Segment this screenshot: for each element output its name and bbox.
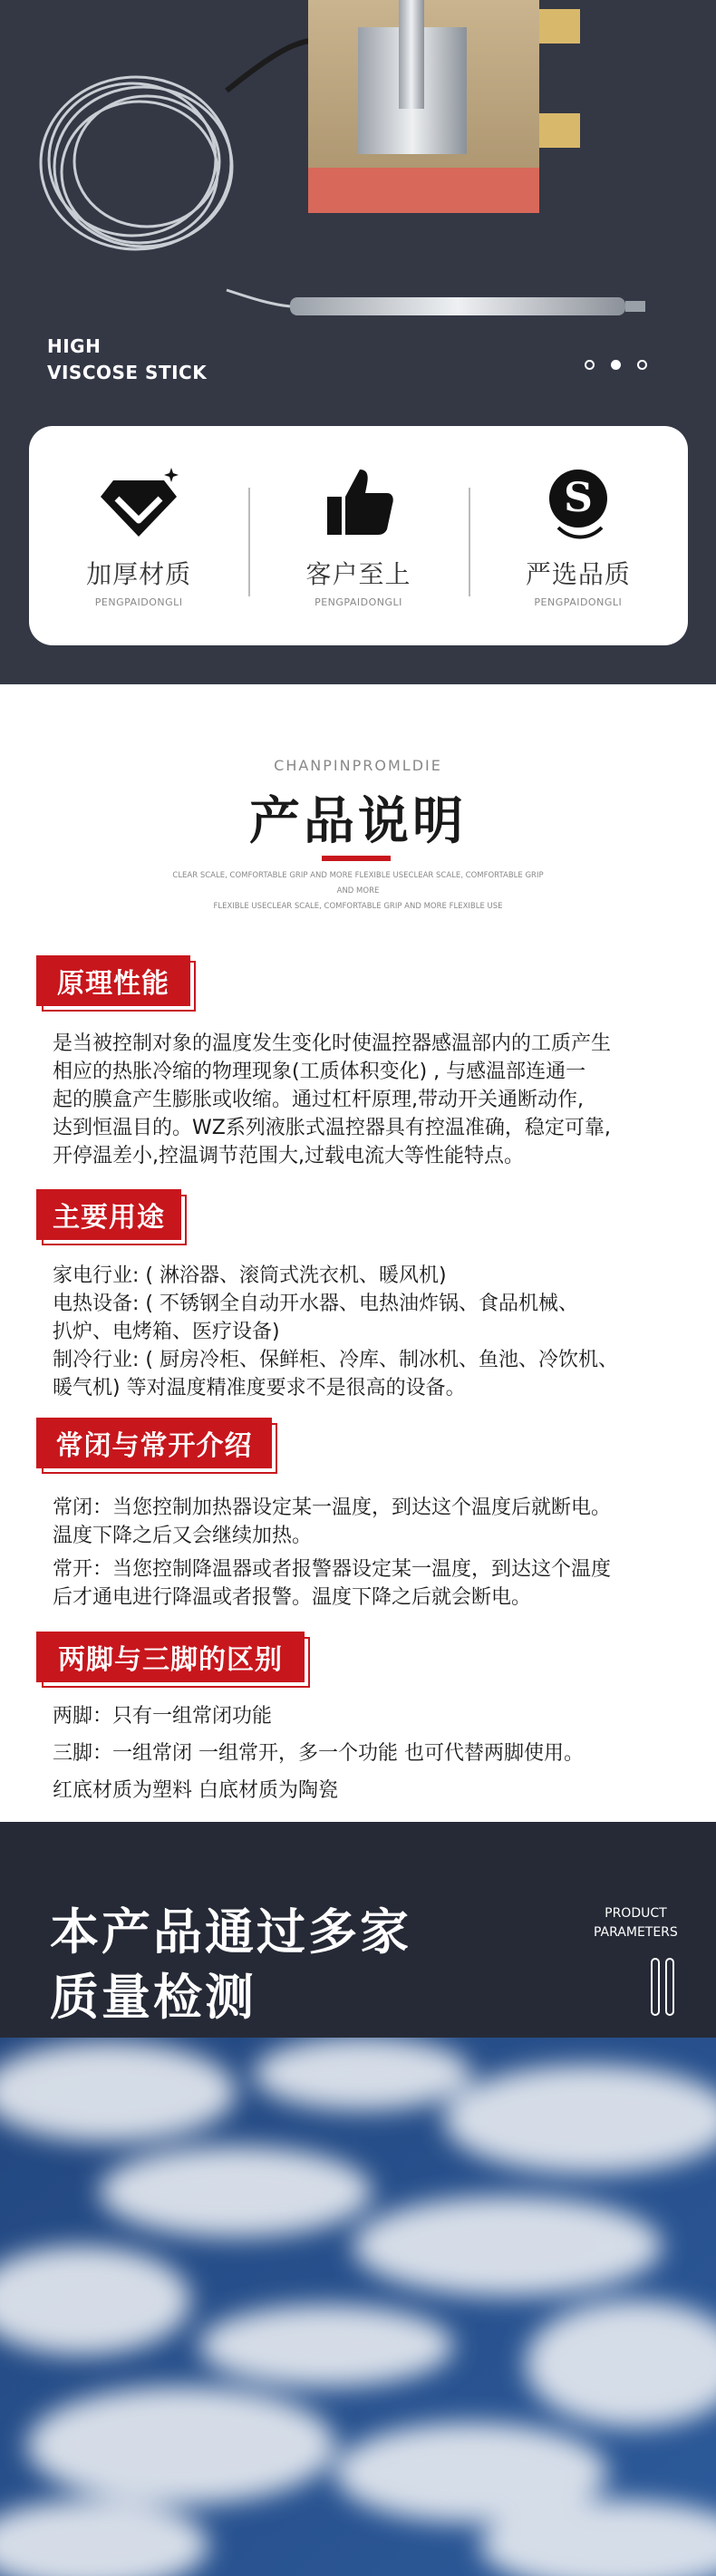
body-line: 达到恒温目的。WZ系列液胀式温控器具有控温准确，稳定可靠, — [53, 1117, 611, 1139]
carousel-dots — [585, 360, 647, 370]
carousel-dot[interactable] — [637, 360, 647, 370]
carousel-dot-active[interactable] — [611, 360, 621, 370]
rod-shape — [651, 1958, 660, 2016]
feature-title: 严选品质 — [525, 558, 631, 589]
body-line: 开停温差小,控温调节范围大,过载电流大等性能特点。 — [53, 1145, 524, 1167]
feature-title: 客户至上 — [305, 558, 411, 589]
feature-subtitle: PENGPAIDONGLI — [94, 596, 183, 608]
sky-clouds-photo — [0, 2038, 716, 2576]
body-line: 相应的热胀冷缩的物理现象(工质体积变化) , 与感温部连通一 — [53, 1060, 586, 1083]
body-line: 常开：当您控制降温器或者报警器设定某一温度，到达这个温度 — [53, 1558, 612, 1581]
quality-title-line: 本产品通过多家 — [50, 1903, 411, 1961]
section-heading-text: 常闭与常开介绍 — [36, 1418, 272, 1468]
decorative-rods — [651, 1958, 674, 2016]
section-body — [53, 1494, 678, 1612]
body-line: 两脚：只有一组常闭功能 — [53, 1705, 273, 1728]
feature-item — [248, 426, 468, 645]
body-line: 温度下降之后又会继续加热。 — [53, 1525, 313, 1547]
side-label-line: PRODUCT — [605, 1906, 667, 1921]
hero-tag-line: HIGH — [47, 335, 102, 357]
section-body — [53, 1702, 678, 1805]
quality-title-line: 质量检测 — [50, 1969, 256, 2026]
fine-print-line: FLEXIBLE USECLEAR SCALE, COMFORTABLE GRIP AND MORE FLEXIBLE USE — [213, 902, 503, 911]
hero-tag-line: VISCOSE STICK — [47, 362, 208, 383]
section-heading — [36, 1632, 305, 1682]
body-line: 红底材质为塑料 白底材质为陶瓷 — [53, 1779, 338, 1802]
body-line: 常闭：当您控制加热器设定某一温度，到达这个温度后就断电。 — [53, 1496, 612, 1519]
body-line: 三脚：一组常闭 一组常开，多一个功能 也可代替两脚使用。 — [53, 1742, 584, 1765]
hero-banner — [0, 0, 716, 684]
feature-subtitle: PENGPAIDONGLI — [314, 596, 402, 608]
section-body — [53, 1030, 678, 1170]
section-heading — [36, 955, 190, 1006]
body-line: 是当被控制对象的温度发生变化时使温控器感温部内的工质产生 — [53, 1032, 612, 1055]
section-body — [53, 1262, 678, 1402]
fine-print-line: CLEAR SCALE, COMFORTABLE GRIP AND MORE FLEXIBLE USECLEAR SCALE, COMFORTABLE GRIP AND MORE — [172, 871, 544, 896]
svg-text:S: S — [563, 474, 593, 521]
intro-fine-print — [163, 868, 553, 915]
feature-item — [469, 426, 688, 645]
intro-label-en: CHANPINPROMLDIE — [274, 757, 442, 774]
body-line: 制冷行业: ( 厨房冷柜、保鲜柜、冷库、制冰机、鱼池、冷饮机、 — [53, 1349, 618, 1371]
section-heading — [36, 1418, 272, 1468]
body-line: 暖气机) 等对温度精准度要求不是很高的设备。 — [53, 1377, 466, 1399]
product-parameters-label — [594, 1904, 678, 1942]
body-line: 电热设备: ( 不锈钢全自动开水器、电热油炸锅、食品机械、 — [53, 1293, 578, 1315]
section-heading-text: 原理性能 — [36, 955, 190, 1006]
body-line: 起的膜盒产生膨胀或收缩。通过杠杆原理,带动开关通断动作, — [53, 1089, 584, 1111]
section-heading-text: 主要用途 — [36, 1189, 181, 1240]
feature-card — [29, 426, 688, 645]
body-line: 扒炉、电烤箱、医疗设备) — [53, 1321, 280, 1343]
body-line: 后才通电进行降温或者报警。温度下降之后就会断电。 — [53, 1586, 532, 1609]
feature-subtitle: PENGPAIDONGLI — [534, 596, 623, 608]
section-heading — [36, 1189, 181, 1240]
rod-shape — [665, 1958, 674, 2016]
body-line: 家电行业: ( 淋浴器、滚筒式洗衣机、暖风机) — [53, 1264, 447, 1287]
thumbs-up-icon — [314, 464, 402, 542]
thermostat-product-image — [0, 0, 716, 381]
quality-s-icon — [535, 464, 622, 542]
carousel-dot[interactable] — [585, 360, 595, 370]
feature-item — [29, 426, 248, 645]
side-label-line: PARAMETERS — [594, 1925, 678, 1940]
diamond-icon — [95, 464, 182, 542]
intro-title: 产品说明 — [249, 792, 467, 851]
feature-title: 加厚材质 — [86, 558, 192, 589]
hero-tagline — [47, 334, 207, 386]
quality-title — [50, 1900, 411, 2030]
section-heading-text: 两脚与三脚的区别 — [36, 1632, 305, 1682]
title-underline — [322, 856, 391, 861]
